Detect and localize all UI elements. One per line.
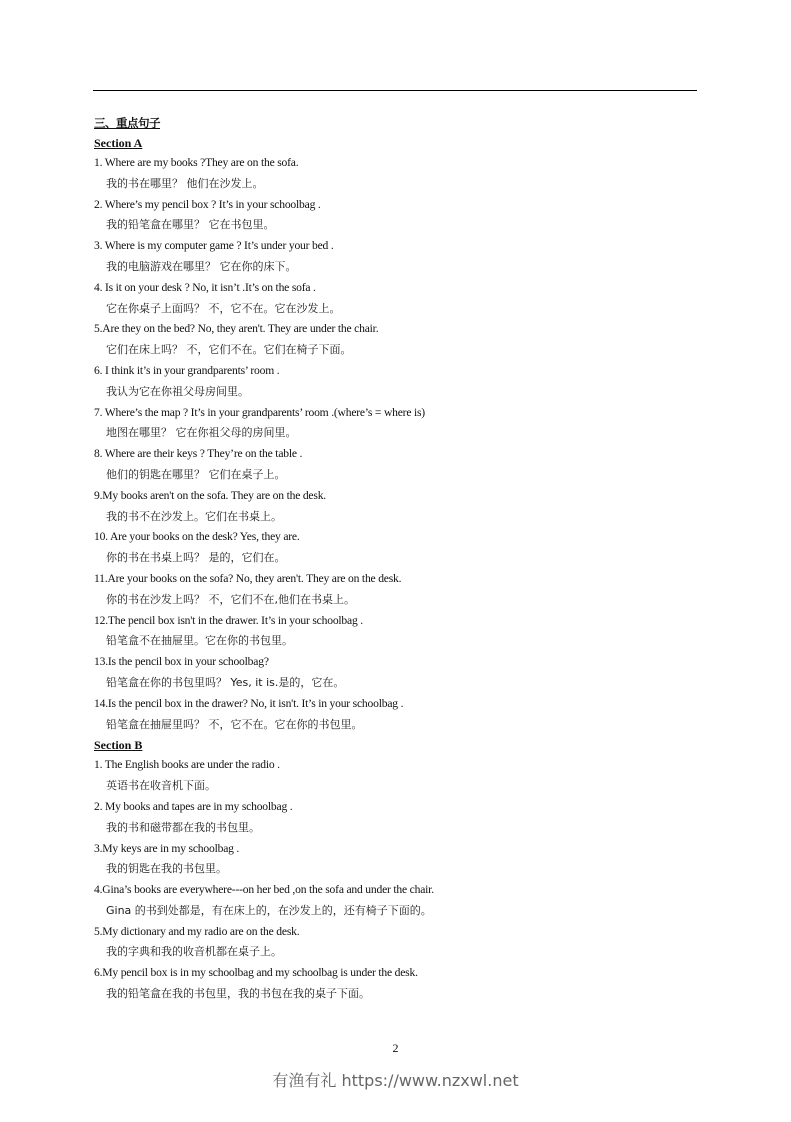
sentence-pair: [94, 444, 704, 486]
sentence-pair: [94, 527, 704, 569]
section-b: [94, 735, 704, 1005]
english-sentence: 1. The English books are under the radio .: [94, 758, 280, 772]
english-sentence: 6.My pencil box is in my schoolbag and my schoolbag is under the desk.: [94, 966, 418, 980]
sentence-pair: [94, 880, 704, 922]
chinese-translation: 它在你桌子上面吗？ 不，它不在。它在沙发上。: [106, 301, 341, 315]
english-sentence: 11.Are your books on the sofa? No, they aren't. They are on the desk.: [94, 571, 402, 585]
watermark: 有渔有礼 https://www.nzxwl.net: [272, 1071, 519, 1090]
english-sentence: 2. Where’s my pencil box ? It’s in your schoolbag .: [94, 197, 321, 211]
page-number: 2: [392, 1041, 399, 1055]
sentence-pair: [94, 278, 704, 320]
sentence-pair: [94, 694, 704, 736]
sentence-pair: [94, 652, 704, 694]
english-sentence: 2. My books and tapes are in my schoolbag .: [94, 799, 293, 813]
chinese-translation: 英语书在收音机下面。: [106, 779, 216, 793]
sentence-pair: [94, 797, 704, 839]
english-sentence: 13.Is the pencil box in your schoolbag?: [94, 655, 269, 669]
chinese-translation: 我的钥匙在我的书包里。: [106, 862, 227, 876]
chinese-translation: 我认为它在你祖父母房间里。: [106, 384, 249, 398]
sentence-pair: [94, 611, 704, 653]
english-sentence: 10. Are your books on the desk? Yes, they are.: [94, 530, 300, 544]
chinese-translation: 我的电脑游戏在哪里？ 它在你的床下。: [106, 259, 297, 273]
chinese-translation: 它们在床上吗？ 不，它们不在。它们在椅子下面。: [106, 343, 352, 357]
english-sentence: 5.Are they on the bed? No, they aren't. They are under the chair.: [94, 322, 379, 336]
chinese-translation: 我的字典和我的收音机都在桌子上。: [106, 945, 282, 959]
chinese-translation: 铅笔盒在你的书包里吗？ Yes, it is.是的，它在。: [106, 675, 345, 689]
english-sentence: 7. Where’s the map ? It’s in your grandparents’ room .(where’s = where is): [94, 405, 425, 419]
chinese-translation: 我的铅笔盒在哪里？ 它在书包里。: [106, 218, 275, 232]
chinese-translation: Gina 的书到处都是，有在床上的，在沙发上的，还有椅子下面的。: [106, 903, 432, 917]
sentence-pair: [94, 236, 704, 278]
english-sentence: 3. Where is my computer game ? It’s under your bed .: [94, 239, 334, 253]
english-sentence: 8. Where are their keys ? They’re on the table .: [94, 447, 303, 461]
chinese-translation: 我的书在哪里？ 他们在沙发上。: [106, 176, 264, 190]
english-sentence: 14.Is the pencil box in the drawer? No, it isn't. It’s in your schoolbag .: [94, 696, 404, 710]
english-sentence: 12.The pencil box isn't in the drawer. It’s in your schoolbag .: [94, 613, 363, 627]
section-title: Section B: [94, 738, 143, 753]
section-title: Section A: [94, 136, 143, 150]
chinese-translation: 我的书不在沙发上。它们在书桌上。: [106, 509, 282, 523]
sentence-pair: [94, 755, 704, 797]
chinese-translation: 铅笔盒在抽屉里吗？ 不，它不在。它在你的书包里。: [106, 717, 363, 731]
page-heading: 三、重点句子: [94, 116, 160, 130]
sentence-pair: [94, 195, 704, 237]
sentence-pair: [94, 963, 704, 1005]
chinese-translation: 地图在哪里？ 它在你祖父母的房间里。: [106, 426, 297, 440]
english-sentence: 4. Is it on your desk ? No, it isn’t .It’s on the sofa .: [94, 280, 316, 294]
chinese-translation: 铅笔盒不在抽屉里。它在你的书包里。: [106, 634, 293, 648]
sentence-pair: [94, 839, 704, 881]
english-sentence: 6. I think it’s in your grandparents’ room .: [94, 363, 280, 377]
document-body: [94, 113, 704, 1005]
english-sentence: 5.My dictionary and my radio are on the desk.: [94, 924, 300, 938]
english-sentence: 3.My keys are in my schoolbag .: [94, 841, 240, 855]
sentence-pair: [94, 153, 704, 195]
chinese-translation: 我的书和磁带都在我的书包里。: [106, 820, 260, 834]
section-a: [94, 133, 704, 735]
header-rule: [93, 90, 697, 91]
sentence-pair: [94, 361, 704, 403]
chinese-translation: 我的铅笔盒在我的书包里，我的书包在我的桌子下面。: [106, 987, 370, 1001]
chinese-translation: 你的书在沙发上吗？ 不，它们不在,他们在书桌上。: [106, 592, 355, 606]
sentence-pair: [94, 486, 704, 528]
english-sentence: 4.Gina’s books are everywhere---on her bed ,on the sofa and under the chair.: [94, 883, 434, 897]
sentence-pair: [94, 569, 704, 611]
chinese-translation: 你的书在书桌上吗？ 是的，它们在。: [106, 551, 286, 565]
english-sentence: 1. Where are my books ?They are on the sofa.: [94, 156, 299, 169]
english-sentence: 9.My books aren't on the sofa. They are on the desk.: [94, 488, 326, 502]
sentence-pair: [94, 922, 704, 964]
sentence-pair: [94, 319, 704, 361]
chinese-translation: 他们的钥匙在哪里？ 它们在桌子上。: [106, 467, 286, 481]
sentence-pair: [94, 403, 704, 445]
